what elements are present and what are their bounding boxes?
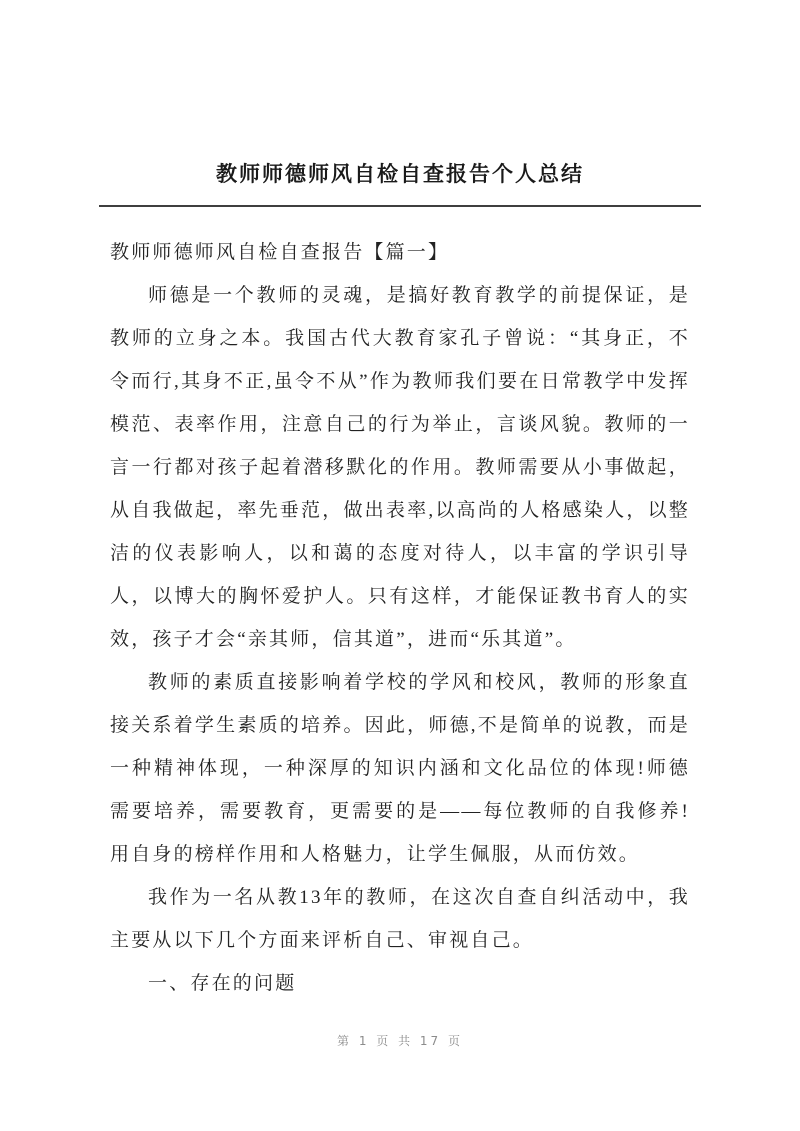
paragraph-3: 我作为一名从教13年的教师，在这次自查自纠活动中，我主要从以下几个方面来评析自己、审视自己。 (110, 887, 690, 951)
document-body (0, 207, 800, 1005)
paragraph-4-list-heading: 一、存在的问题 (148, 973, 297, 994)
paragraph-1: 师德是一个教师的灵魂，是搞好教育教学的前提保证，是教师的立身之本。我国古代大教育家孔子曾说：“其身正，不令而行,其身不正,虽令不从”作为教师我们要在日常教学中发挥模范、表率作用，注意自己的行为举止，言谈风貌。教师的一言一行都对孩子起着潜移默化的作用。教师需要从小事做起，从自我做起，率先垂范，做出表率,以高尚的人格感染人，以整洁的仪表影响人，以和蔼的态度对待人，以丰富的学识引导人，以博大的胸怀爱护人。只有这样，才能保证教书育人的实效，孩子才会“亲其师，信其道”，进而“乐其道”。 (110, 285, 690, 650)
document-title: 教师师德师风自检自查报告个人总结 (216, 162, 584, 186)
page-number-footer: 第 1 页 共 17 页 (337, 1034, 463, 1048)
section-heading: 教师师德师风自检自查报告【篇一】 (110, 242, 450, 263)
paragraph-2: 教师的素质直接影响着学校的学风和校风，教师的形象直接关系着学生素质的培养。因此，师德,不是简单的说教，而是一种精神体现，一种深厚的知识内涵和文化品位的体现!师德需要培养，需要教育，更需要的是——每位教师的自我修养!用自身的榜样作用和人格魅力，让学生佩服，从而仿效。 (110, 672, 690, 865)
